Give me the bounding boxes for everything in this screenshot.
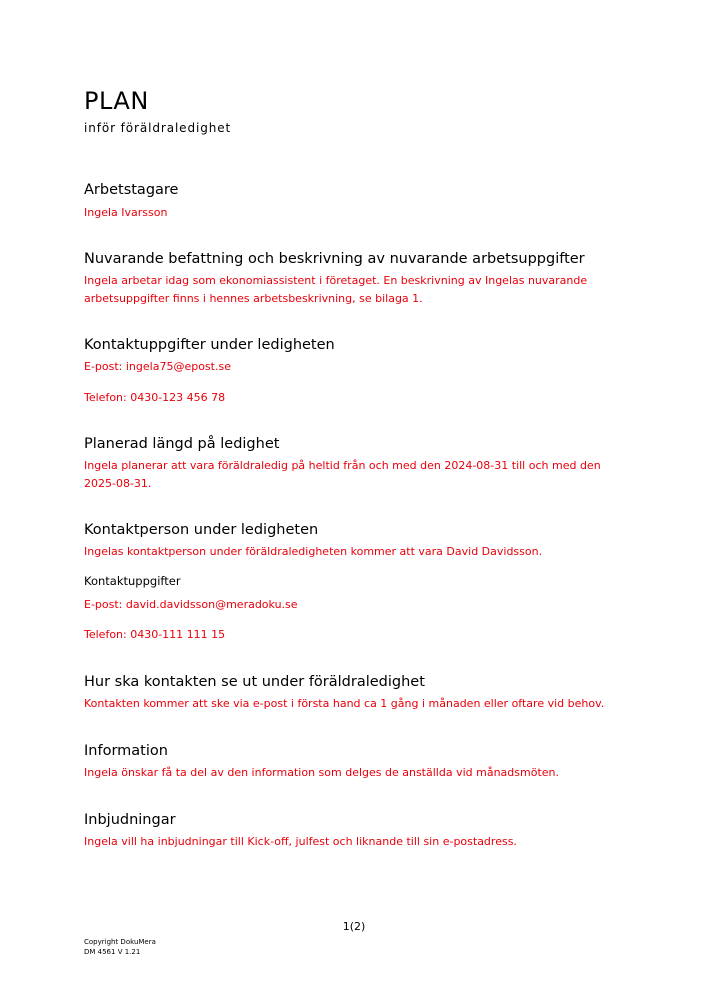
langd-text-line2: 2025-08-31. <box>84 477 152 490</box>
heading-inbjudningar: Inbjudningar <box>84 812 176 828</box>
employee-email: E-post: ingela75@epost.se <box>84 360 231 373</box>
kontaktperson-email: E-post: david.davidsson@meradoku.se <box>84 598 298 611</box>
kontaktperson-phone: Telefon: 0430-111 111 15 <box>84 628 226 641</box>
heading-kontakt: Hur ska kontakten se ut under föräldraledighet <box>84 674 425 690</box>
subheading-kontaktuppgifter: Kontaktuppgifter <box>84 574 181 588</box>
kontakt-text: Kontakten kommer att ske via e-post i första hand ca 1 gång i månaden eller oftare vid behov. <box>84 697 605 710</box>
information-text: Ingela önskar få ta del av den information som delges de anställda vid månadsmöten. <box>84 766 559 779</box>
footer-copyright: Copyright DokuMera <box>84 938 156 946</box>
kontaktperson-text: Ingelas kontaktperson under föräldraledigheten kommer att vara David Davidsson. <box>84 545 543 558</box>
document-subtitle: inför föräldraledighet <box>84 121 232 135</box>
befattning-text-line2: arbetsuppgifter finns i hennes arbetsbeskrivning, se bilaga 1. <box>84 292 423 305</box>
employee-name: Ingela Ivarsson <box>84 206 168 219</box>
heading-befattning: Nuvarande befattning och beskrivning av nuvarande arbetsuppgifter <box>84 251 585 267</box>
heading-arbetstagare: Arbetstagare <box>84 182 179 198</box>
employee-phone: Telefon: 0430-123 456 78 <box>84 391 226 404</box>
langd-text-line1: Ingela planerar att vara föräldraledig på heltid från och med den 2024-08-31 till och med den <box>84 459 601 472</box>
heading-langd: Planerad längd på ledighet <box>84 436 280 452</box>
heading-information: Information <box>84 743 168 759</box>
befattning-text-line1: Ingela arbetar idag som ekonomiassistent i företaget. En beskrivning av Ingelas nuvarande <box>84 274 588 287</box>
footer-version: DM 4561 V 1.21 <box>84 948 141 956</box>
inbjudningar-text: Ingela vill ha inbjudningar till Kick-off, julfest och liknande till sin e-postadress. <box>84 835 517 848</box>
heading-kontaktperson: Kontaktperson under ledigheten <box>84 522 319 538</box>
document-title: PLAN <box>84 87 149 115</box>
heading-kontaktuppgifter: Kontaktuppgifter under ledigheten <box>84 337 335 353</box>
page-number: 1(2) <box>342 920 366 933</box>
